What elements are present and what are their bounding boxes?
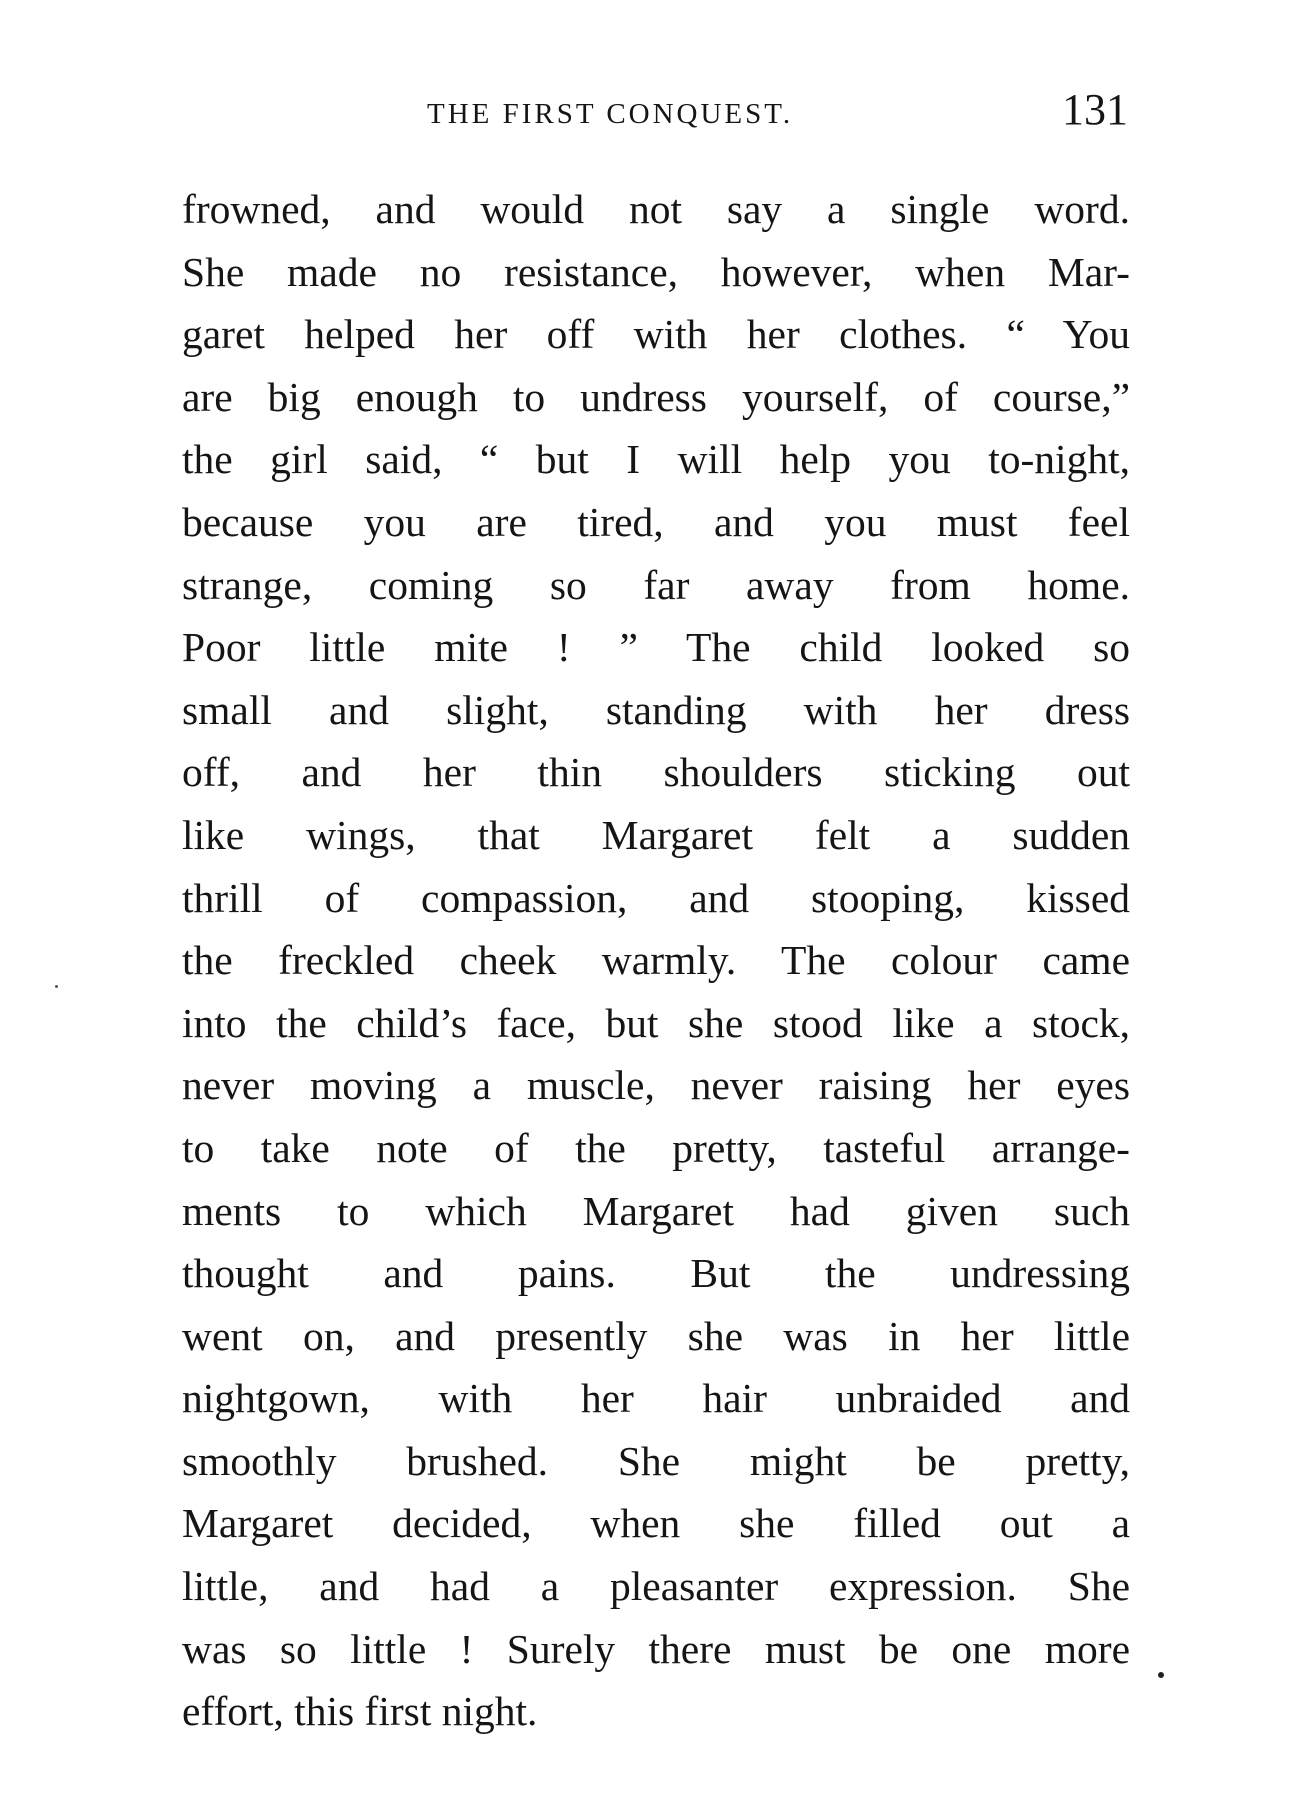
text-line: small and slight, standing with her dress — [182, 686, 1130, 733]
text-line: smoothly brushed. She might be pretty, — [182, 1437, 1130, 1484]
body-text — [182, 178, 1130, 1743]
text-line: the freckled cheek warmly. The colour came — [182, 937, 1130, 984]
running-head — [182, 82, 1130, 142]
text-line: to take note of the pretty, tasteful arrange- — [182, 1124, 1130, 1171]
text-line: effort, this first night. — [182, 1688, 538, 1735]
text-line: thought and pains. But the undressing — [182, 1250, 1130, 1297]
text-line: frowned, and would not say a single word. — [182, 186, 1130, 232]
text-line: thrill of compassion, and stooping, kissed — [182, 874, 1130, 921]
ink-speck — [1158, 1672, 1164, 1678]
text-line: Margaret decided, when she filled out a — [182, 1500, 1130, 1547]
running-title: THE FIRST CONQUEST. — [427, 98, 794, 130]
text-line: garet helped her off with her clothes. “ You — [182, 311, 1130, 358]
text-line: are big enough to undress yourself, of course,” — [182, 373, 1130, 420]
text-line: like wings, that Margaret felt a sudden — [182, 811, 1130, 858]
page-number: 131 — [1062, 85, 1128, 134]
text-line: never moving a muscle, never raising her eyes — [182, 1062, 1130, 1109]
text-line: ments to which Margaret had given such — [182, 1187, 1130, 1234]
text-line: strange, coming so far away from home. — [182, 561, 1130, 608]
text-line: was so little ! Surely there must be one more — [182, 1625, 1130, 1672]
text-line: because you are tired, and you must feel — [182, 498, 1130, 545]
text-line: into the child’s face, but she stood like a stock, — [182, 999, 1130, 1046]
text-line: the girl said, “ but I will help you to-night, — [182, 436, 1130, 483]
ink-speck — [55, 985, 58, 988]
text-line: Poor little mite ! ” The child looked so — [182, 624, 1130, 671]
text-line: off, and her thin shoulders sticking out — [182, 749, 1130, 796]
text-line: nightgown, with her hair unbraided and — [182, 1375, 1130, 1422]
text-line: little, and had a pleasanter expression. She — [182, 1563, 1130, 1610]
text-line: went on, and presently she was in her little — [182, 1312, 1130, 1359]
text-line: She made no resistance, however, when Mar- — [182, 248, 1130, 295]
